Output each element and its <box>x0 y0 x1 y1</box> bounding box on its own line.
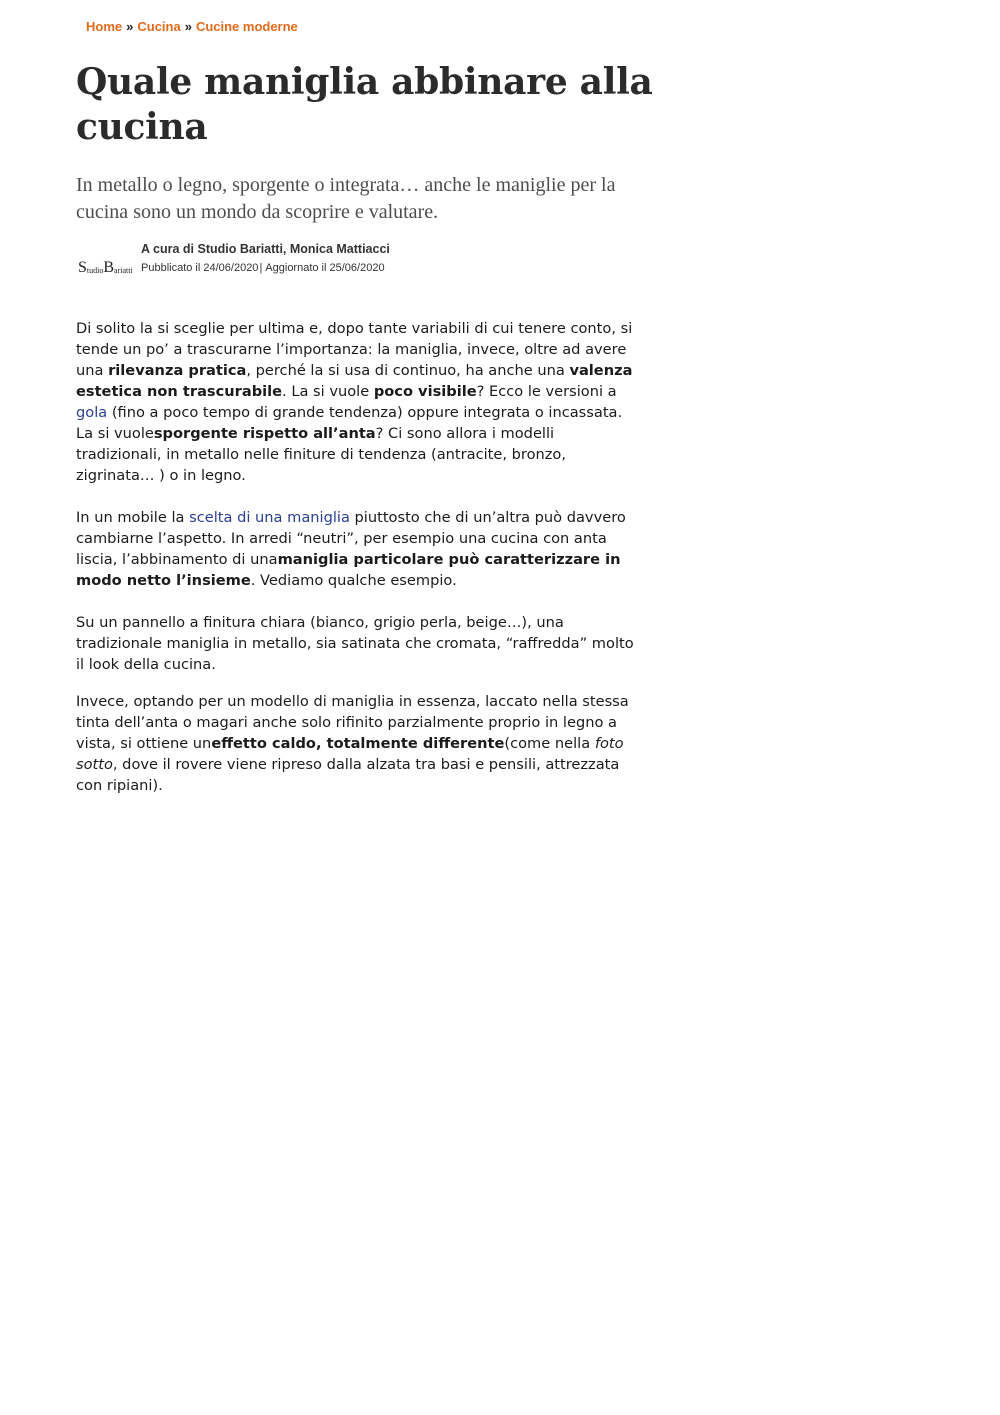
article-body <box>76 318 642 796</box>
breadcrumb-separator: » <box>126 19 134 34</box>
article-paragraph: Di solito la si sceglie per ultima e, dopo tante variabili di cui tenere conto, si tende un po’ a trascurarne l’importanza: la maniglia, invece, oltre ad avere una rilevanza pratica, perché la si usa di continuo, ha anche una valenza estetica non trascurabile. La si vuole poco visibile? Ecco le versioni a gola (fino a poco tempo di grande tendenza) oppure integrata o incassata. La si vuolesporgente rispetto all’anta? Ci sono allora i modelli tradizionali, in metallo nelle finiture di tendenza (antracite, bronzo, zigrinata… ) o in legno. <box>76 320 633 484</box>
scelta-maniglia-link[interactable]: scelta di una maniglia <box>189 509 350 526</box>
page-title: Quale maniglia abbinare alla cucina <box>76 61 653 148</box>
bold-text: maniglia particolare può caratterizzare in modo netto l’insieme <box>76 551 621 589</box>
updated-date: Aggiornato il 25/06/2020 <box>265 262 385 274</box>
date-divider: | <box>259 262 263 274</box>
breadcrumb-cucine-moderne-link[interactable]: Cucine moderne <box>195 19 298 34</box>
byline <box>141 241 390 277</box>
publication-dates <box>141 260 390 277</box>
bold-text: sporgente rispetto all’anta <box>153 425 376 442</box>
bold-text: valenza estetica non trascurabile <box>76 362 633 400</box>
breadcrumb-home-link[interactable]: Home <box>86 19 123 34</box>
italic-text: foto sotto <box>76 735 624 773</box>
breadcrumb <box>86 19 298 34</box>
article-paragraph: In un mobile la scelta di una maniglia piuttosto che di un’altra può davvero cambiarne l’aspetto. In arredi “neutri”, per esempio una cucina con anta liscia, l’abbinamento di unamaniglia particolare può caratterizzare in modo netto l’insieme. Vediamo qualche esempio. <box>76 509 626 589</box>
article-paragraph: Su un pannello a finitura chiara (bianco, grigio perla, beige…), una tradizionale maniglia in metallo, sia satinata che cromata, “raffredda” molto il look della cucina. <box>76 614 634 673</box>
gola-link[interactable]: gola <box>76 404 108 421</box>
breadcrumb-cucina-link[interactable]: Cucina <box>137 19 181 34</box>
breadcrumb-separator: » <box>184 19 192 34</box>
author-logo: S tudio B ariatti <box>78 259 133 276</box>
published-date: Pubblicato il 24/06/2020 <box>141 262 259 274</box>
article-subtitle: In metallo o legno, sporgente o integrata… anche le maniglie per la cucina sono un mondo da scoprire e valutare. <box>76 174 616 223</box>
bold-text: poco visibile <box>373 383 477 400</box>
author-name[interactable]: A cura di Studio Bariatti, Monica Mattiacci <box>141 242 390 256</box>
bold-text: rilevanza pratica <box>108 362 247 379</box>
article-paragraph: Invece, optando per un modello di maniglia in essenza, laccato nella stessa tinta dell’anta o magari anche solo rifinito parzialmente proprio in legno a vista, si ottiene uneffetto caldo, totalmente differente(come nella foto sotto, dove il rovere viene ripreso dalla alzata tra basi e pensili, attrezzata con ripiani). <box>76 693 629 794</box>
bold-text: effetto caldo, totalmente differente <box>211 735 505 752</box>
